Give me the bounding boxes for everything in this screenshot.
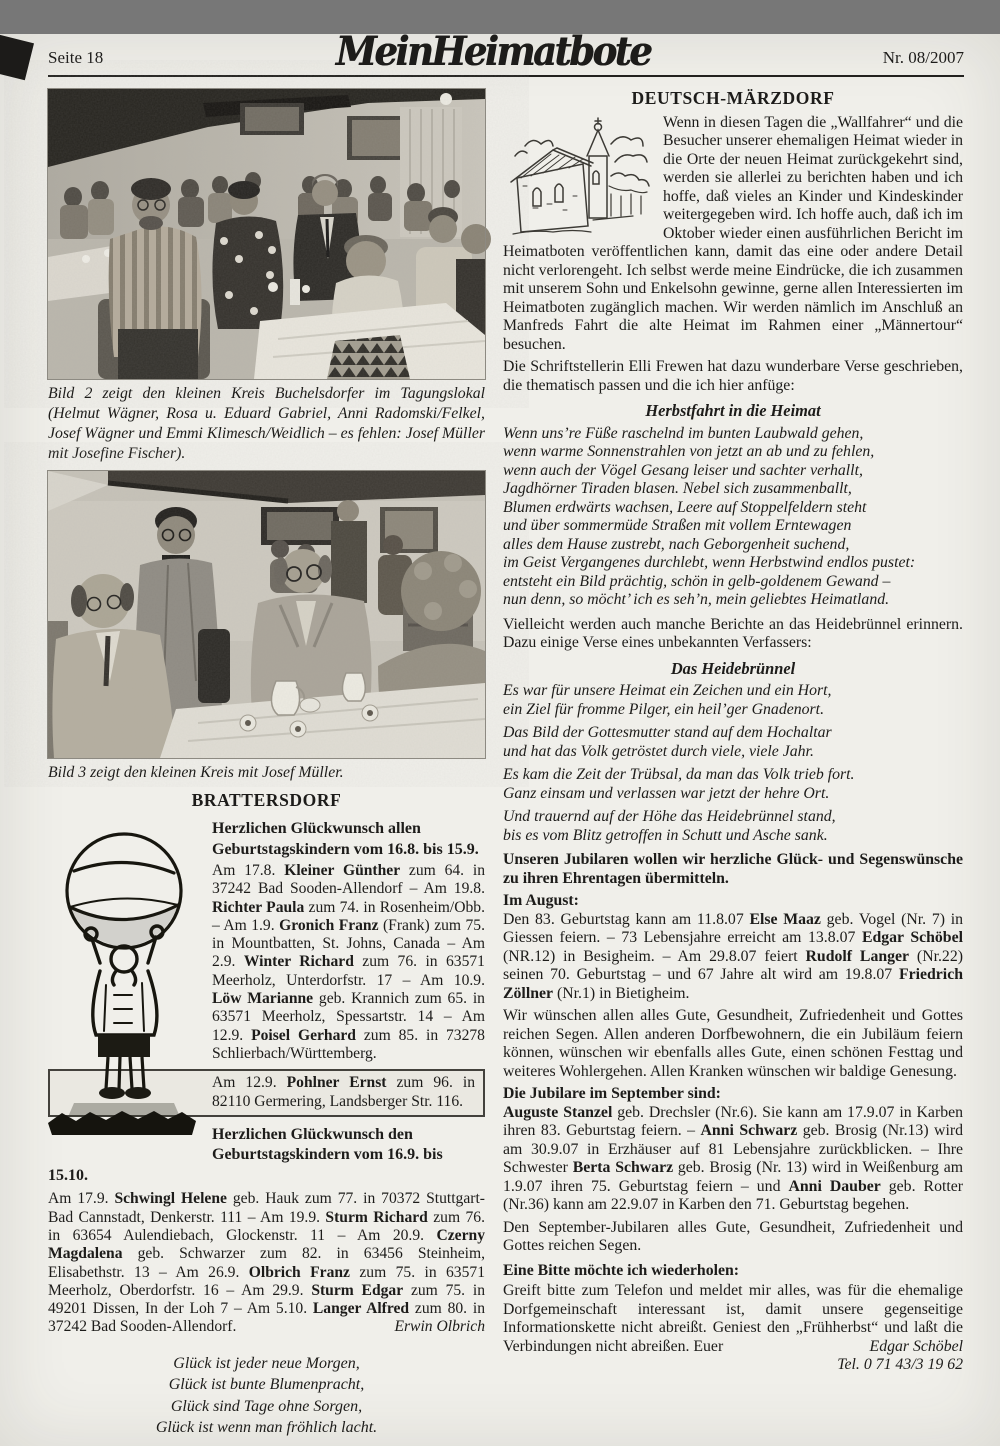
birthday-list-september-wrap [48, 1188, 485, 1336]
poem-line: und über sommermüde Straßen mit vollem Erntewagen [503, 517, 852, 534]
poem-line: Blumen erdwärts wachsen, Leere auf Stoppelfeldern steht [503, 498, 867, 516]
section-title-brattersdorf: BRATTERSDORF [191, 790, 342, 810]
jubilee-intro-paragraph: Unseren Jubilaren wollen wir herzliche Glück- und Segenswünsche zu ihren Ehrentagen übermitteln. [503, 851, 963, 887]
coffee-table-photo-scene [48, 471, 485, 758]
glueck-poem [48, 1353, 485, 1439]
birthday-section [48, 819, 485, 1337]
page-content [48, 89, 965, 1439]
globe-carrier-illustration [44, 821, 202, 1151]
heidebruennel-intro-paragraph: Vielleicht werden auch manche Berichte an das Heidebrünnel erinnern. Dazu einige Verse eines unbekannten Verfassers: [503, 615, 963, 651]
globe-carrier-icon [44, 821, 202, 1151]
poem-line: Glück ist wenn man fröhlich lacht. [155, 1419, 378, 1437]
september-heading: Die Jubilare im September sind: [503, 1085, 721, 1102]
poem-line: im Geist Vergangenes durchlebt, wenn Herbstwind endlos pustet: [503, 554, 916, 571]
poem-stanza [503, 682, 963, 719]
church-sketch-icon [503, 116, 653, 238]
author-signature-left: Erwin Olbrich [388, 1318, 485, 1336]
issue-number-label: Nr. 08/2007 [882, 48, 964, 67]
boxed-birthday-text: Am 12.9. Pohlner Ernst zum 96. in 82110 Germering, Landsberger Str. 116. [212, 1074, 476, 1110]
poem-herbstfahrt [503, 425, 963, 610]
poem-line: bis es vom Blitz getroffen in Schutt und Asche sank. [503, 826, 828, 844]
page-header [48, 27, 964, 77]
poem-line: Glück ist jeder neue Morgen, [173, 1354, 360, 1372]
poem-line: Es war für unsere Heimat ein Zeichen und ein Hort, [503, 682, 832, 699]
poem-line: Es kam die Zeit der Trübsal, da man das Volk trieb fort. [503, 766, 855, 783]
poem-line: alles dem Hause zustrebt, nach Geborgenheit suchend, [503, 535, 850, 553]
poem-line: Glück sind Tage ohne Sorgen, [170, 1397, 363, 1415]
left-column [48, 89, 485, 1439]
poem-title-herbstfahrt: Herbstfahrt in die Heimat [645, 401, 821, 420]
poem-line: Das Bild der Gottesmutter stand auf dem Hochaltar [503, 724, 832, 741]
poem-line: Und trauernd auf der Höhe das Heidebrünnel stand, [503, 808, 836, 825]
poem-line: Ganz einsam und verlassen war jetzt der hehre Ort. [503, 784, 830, 802]
wishes-paragraph: Wir wünschen allen alles Gute, Gesundheit, Zufriedenheit und Gottes reichen Segen. Allen anderen Dorfbewohnern, die ein Jubiläum feiern können, wünschen wir ebenfalls alles Gute, einen schönen Festtag und weiteres Wohlergehen. Allen Kranken wünschen wir baldige Genesung. [503, 1007, 963, 1080]
poem-stanza [503, 766, 963, 803]
august-jubilee-paragraph: Den 83. Geburtstag kann am 11.8.07 Else Maaz geb. Vogel (Nr. 7) in Giessen feiern. – 73 Lebensjahre erreicht am 13.8.07 Edgar Schöbel (NR.12) in Besigheim. – Am 29.8.07 feiert Rudolf Langer (Nr.22) seinen 70. Geburtstag – und 67 Jahre alt wird am 19.8.07 Friedrich Zöllner (Nr.1) in Bietigheim. [503, 910, 963, 1002]
section-title-deutsch-maerzdorf: DEUTSCH-MÄRZDORF [631, 88, 835, 108]
church-illustration [503, 116, 653, 238]
photo-caption-bild3: Bild 3 zeigt den kleinen Kreis mit Josef Müller. [48, 764, 344, 781]
request-paragraph: Greift bitte zum Telefon und meldet mir alles, was für die ehemalige Dorfgemeinschaft interessant ist, damit unsere gegenseitige Informationskette nicht abreißt. Geniest den „Frühherbst“ und laßt die Verbindungen nicht abreißen. Euer [503, 1282, 963, 1355]
poem-line: entsteht ein Bild prächtig, schön in gelb-goldenem Gewand – [503, 572, 891, 590]
poem-stanza [503, 808, 963, 845]
masthead-title: MeinHeimatbote [335, 27, 651, 75]
poem-stanza [503, 724, 963, 761]
poem-line: wenn auch der Vögel Gesang leiser und sachter verhallt, [503, 461, 863, 479]
poem-line: Glück ist bunte Blumenpracht, [168, 1376, 365, 1394]
september-jubilee-paragraph: Auguste Stanzel geb. Drechsler (Nr.6). Sie kann am 17.9.07 in Karben ihren 83. Geburtstag feiern. – Anni Schwarz geb. Brosig (Nr.13) wird am 30.9.07 in Erzhäuser auf 81 Lebensjahre zurückblicken. – Ihre Schwester Berta Schwarz geb. Brosig (Nr. 13) wird in Weißenburg am 1.9.07 ihren 75. Geburtstag feiern – und Anni Dauber geb. Rotter (Nr.36) kann am 22.9.07 in Karben den 71. Geburtstag begehen. [503, 1103, 964, 1213]
poem-line: wenn warme Sonnenstrahlen von jetzt an ab und zu fehlen, [503, 443, 875, 460]
birthday-heading-september: Herzlichen Glückwunsch den Geburtstagskindern vom 16.9. bis 15.10. [48, 1125, 443, 1184]
photo-bild2 [48, 89, 485, 379]
request-heading: Eine Bitte möchte ich wiederholen: [503, 1261, 740, 1279]
august-heading: Im August: [503, 892, 579, 909]
photo-caption-bild2: Bild 2 zeigt den kleinen Kreis Buchelsdorfer im Tagungslokal (Helmut Wägner, Rosa u. Eduard Gabriel, Anni Radomski/Felkel, Josef Wägner und Emmi Klimesch/Weidlich – es fehlen: Josef Müller mit Josefine Fischer). [48, 385, 485, 462]
birthday-list-august: Am 17.8. Kleiner Günther zum 64. in 37242 Bad Sooden-Allendorf – Am 19.8. Richter Paula zum 74. in Rosenheim/Obb. – Am 1.9. Gronich Franz (Frank) zum 75. in Mountbatten, St. Johns, Canada – Am 2.9. Winter Richard zum 76. in 63571 Meerholz, Unterdorfstr. 17 – Am 10.9. Löw Marianne geb. Krannich zum 65. in 63571 Meerholz, Spessartstr. 14 – Am 12.9. Poisel Gerhard zum 85. in 73278 Schlierbach/Württemberg. [212, 862, 486, 1062]
group-photo-scene [48, 89, 485, 379]
birthday-heading-august: Herzlichen Glückwunsch allen Geburtstagskindern vom 16.8. bis 15.9. [212, 820, 479, 858]
author-signature-right: Edgar Schöbel [864, 1338, 963, 1357]
september-wishes-paragraph: Den September-Jubilaren alles Gute, Gesundheit, Zufriedenheit und Gottes reichen Segen. [503, 1218, 963, 1254]
request-paragraph-wrap [503, 1280, 963, 1356]
poem-line: ein Ziel für fromme Pilger, ein heil’ger Gnadenort. [503, 700, 825, 718]
poem-line: nun denn, so möcht’ ich es seh’n, mein geliebtes Heimatland. [503, 591, 890, 608]
right-column [503, 89, 963, 1439]
poem-title-heidebruennel: Das Heidebrünnel [670, 658, 796, 678]
photo-bild3 [48, 471, 485, 758]
poem-line: Jagdhörner Tiraden blasen. Nebel sich zusammenballt, [503, 480, 852, 497]
intro-paragraph: Wenn in diesen Tagen die „Wallfahrer“ und die Besucher unserer ehemaligen Heimat wieder in die Orte der neuen Heimat zurückgekehrt sind, werden sie allerlei zu berichten haben und ich hoffe, daß vieles an Kinder und Kindeskinder weitergegeben wird. Ich hoffe auch, daß ich im Oktober wieder einen ausführlichen Bericht im Heimatboten veröffentlichen kann, damit das eine oder andere Detail nicht verlorengeht. Ich selbst werde meine Eindrücke, die ich zusammen mit unserem Sohn und Enkelsohn gewinne, gerne allen Interessierten im Heimatboten zugänglich machen. Wir werden nämlich im Anschluß an Manfreds Fahrt die alte Heimat im Rahmen einer „Männertour“ besuchen. [503, 113, 963, 353]
page-number-label: Seite 18 [48, 48, 104, 67]
poem-line: Wenn uns’re Füße raschelnd im bunten Laubwald gehen, [503, 424, 864, 442]
poem-line: und hat das Volk getröstet durch viele, viele Jahr. [503, 742, 814, 760]
poem-heidebruennel [503, 682, 963, 845]
phone-number: Tel. 0 71 43/3 19 62 [837, 1356, 963, 1373]
scan-artifact [0, 34, 34, 81]
newspaper-page [0, 27, 1000, 1446]
verse-intro-paragraph: Die Schriftstellerin Elli Frewen hat dazu wunderbare Verse geschrieben, die thematisch passen und die ich hier anfüge: [503, 358, 963, 394]
birthday-list-september: Am 17.9. Schwingl Helene geb. Hauk zum 77. in 70372 Stuttgart-Bad Cannstadt, Denkerstr. 111 – Am 19.9. Sturm Richard zum 76. in 63654 Aulendiebach, Glockenstr. 11 – Am 20.9. Czerny Magdalena geb. Schwarzer zum 82. in 63456 Steinheim, Elisabethstr. 13 – Am 26.9. Olbrich Franz zum 75. in 63571 Meerholz, Oberdorfstr. 16 – Am 29.9. Sturm Edgar zum 75. in 49201 Dissen, In der Loh 7 – Am 5.10. Langer Alfred zum 80. in 37242 Bad Sooden-Allendorf. [48, 1190, 486, 1336]
